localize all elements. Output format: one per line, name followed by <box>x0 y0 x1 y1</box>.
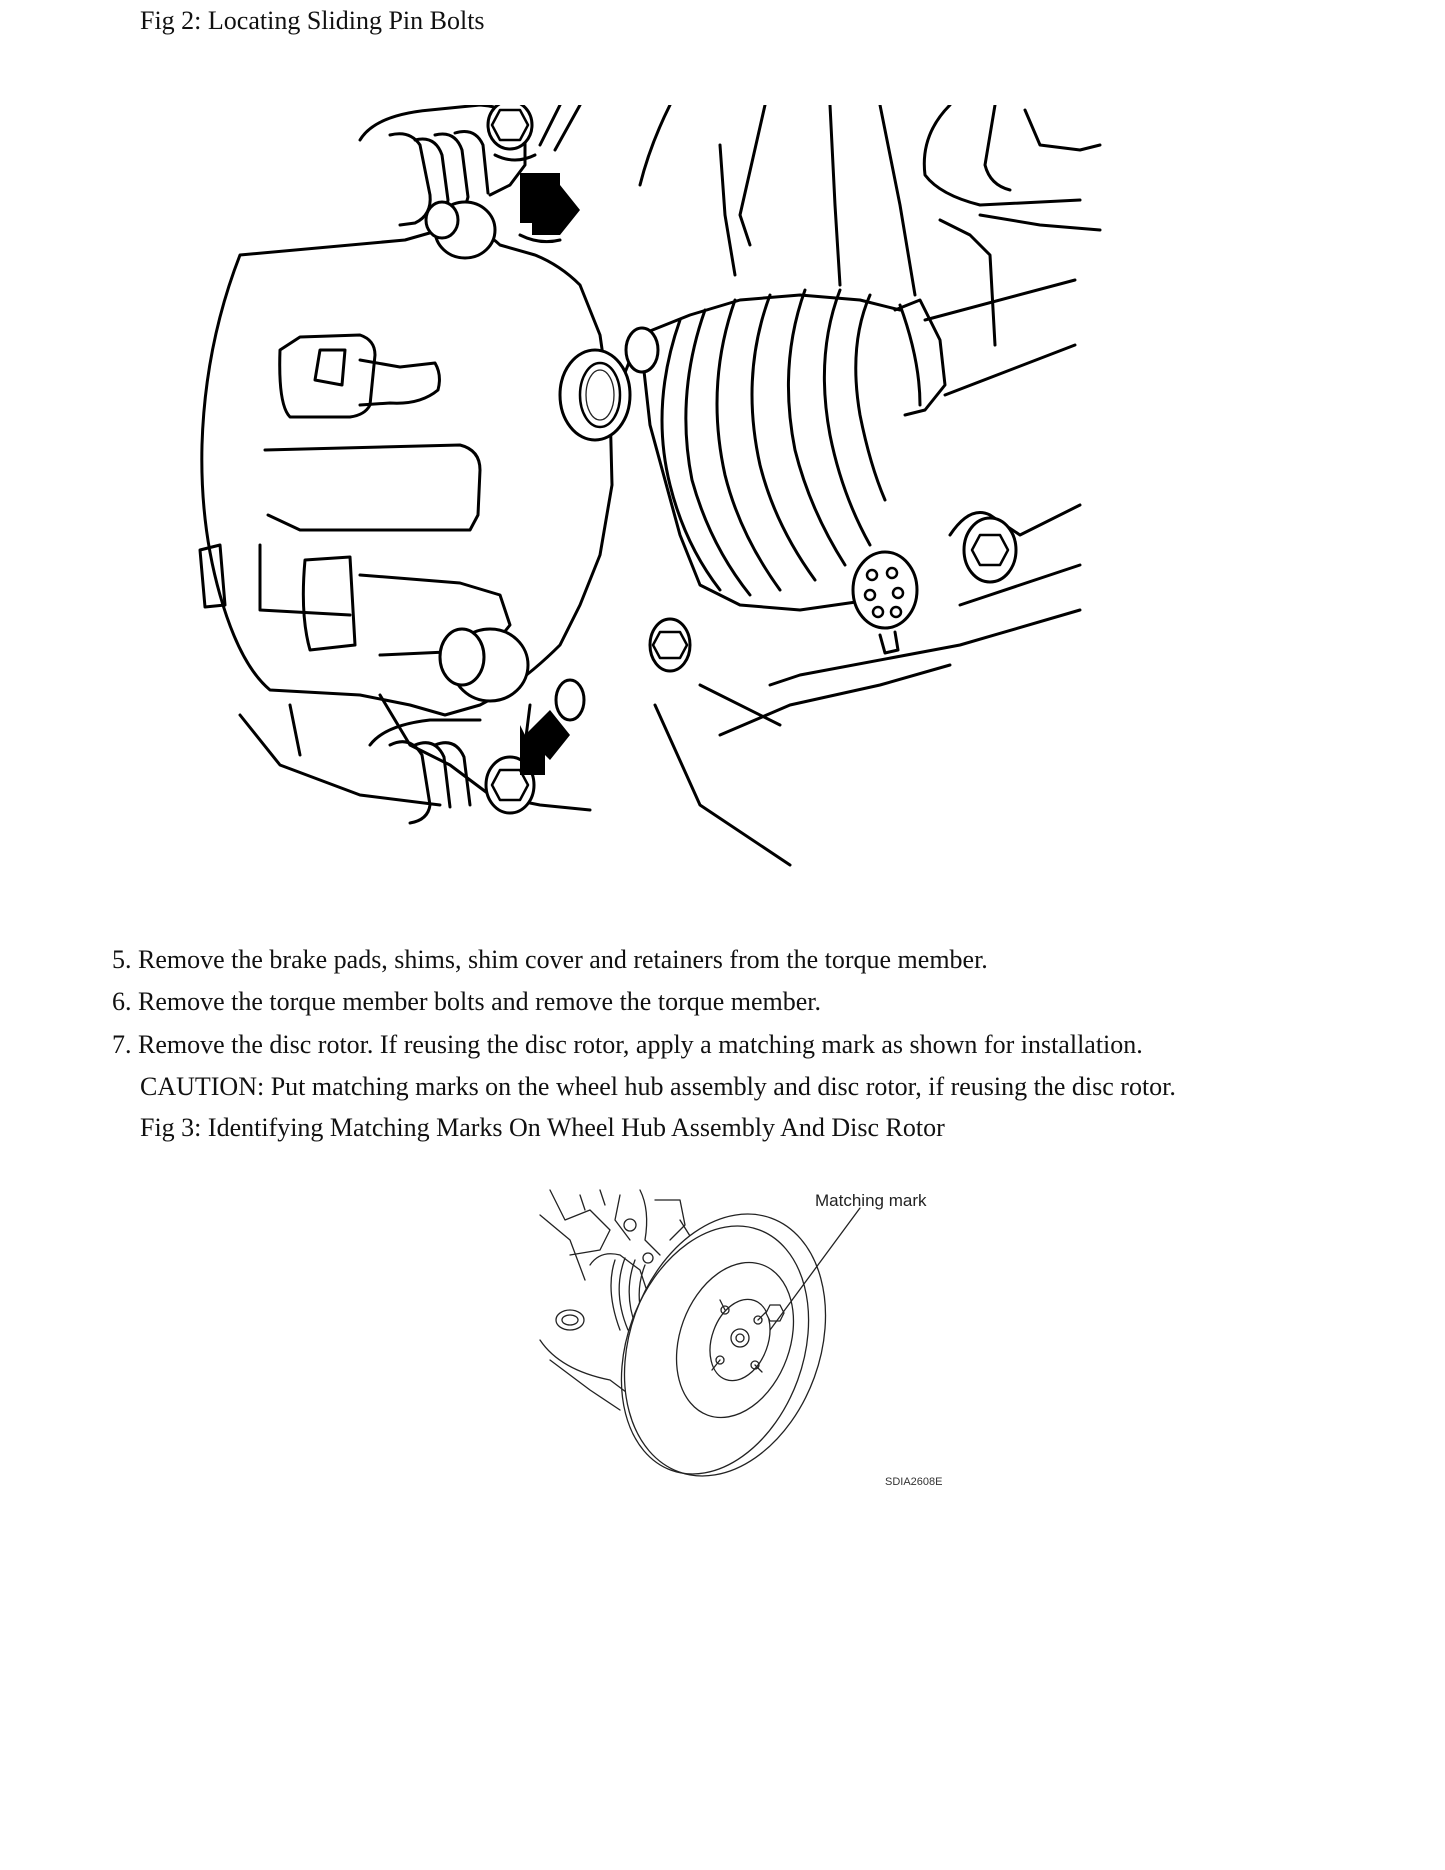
figure-3-disc-rotor-illustration <box>530 1180 970 1490</box>
caution-text: CAUTION: Put matching marks on the wheel hub assembly and disc rotor, if reusing the disc rotor. <box>140 1072 1176 1101</box>
matching-mark-label: Matching mark <box>815 1191 927 1210</box>
step-7-text: 7. Remove the disc rotor. If reusing the disc rotor, apply a matching mark as shown for installation. <box>112 1030 1143 1059</box>
figure-3-caption: Fig 3: Identifying Matching Marks On Wheel Hub Assembly And Disc Rotor <box>140 1113 945 1142</box>
figure-code-label: SDIA2608E <box>885 1476 943 1488</box>
figure-2-brake-caliper-illustration <box>180 105 1290 875</box>
step-5-text: 5. Remove the brake pads, shims, shim cover and retainers from the torque member. <box>112 945 988 974</box>
step-6-text: 6. Remove the torque member bolts and remove the torque member. <box>112 987 822 1016</box>
figure-2-caption: Fig 2: Locating Sliding Pin Bolts <box>140 6 485 35</box>
